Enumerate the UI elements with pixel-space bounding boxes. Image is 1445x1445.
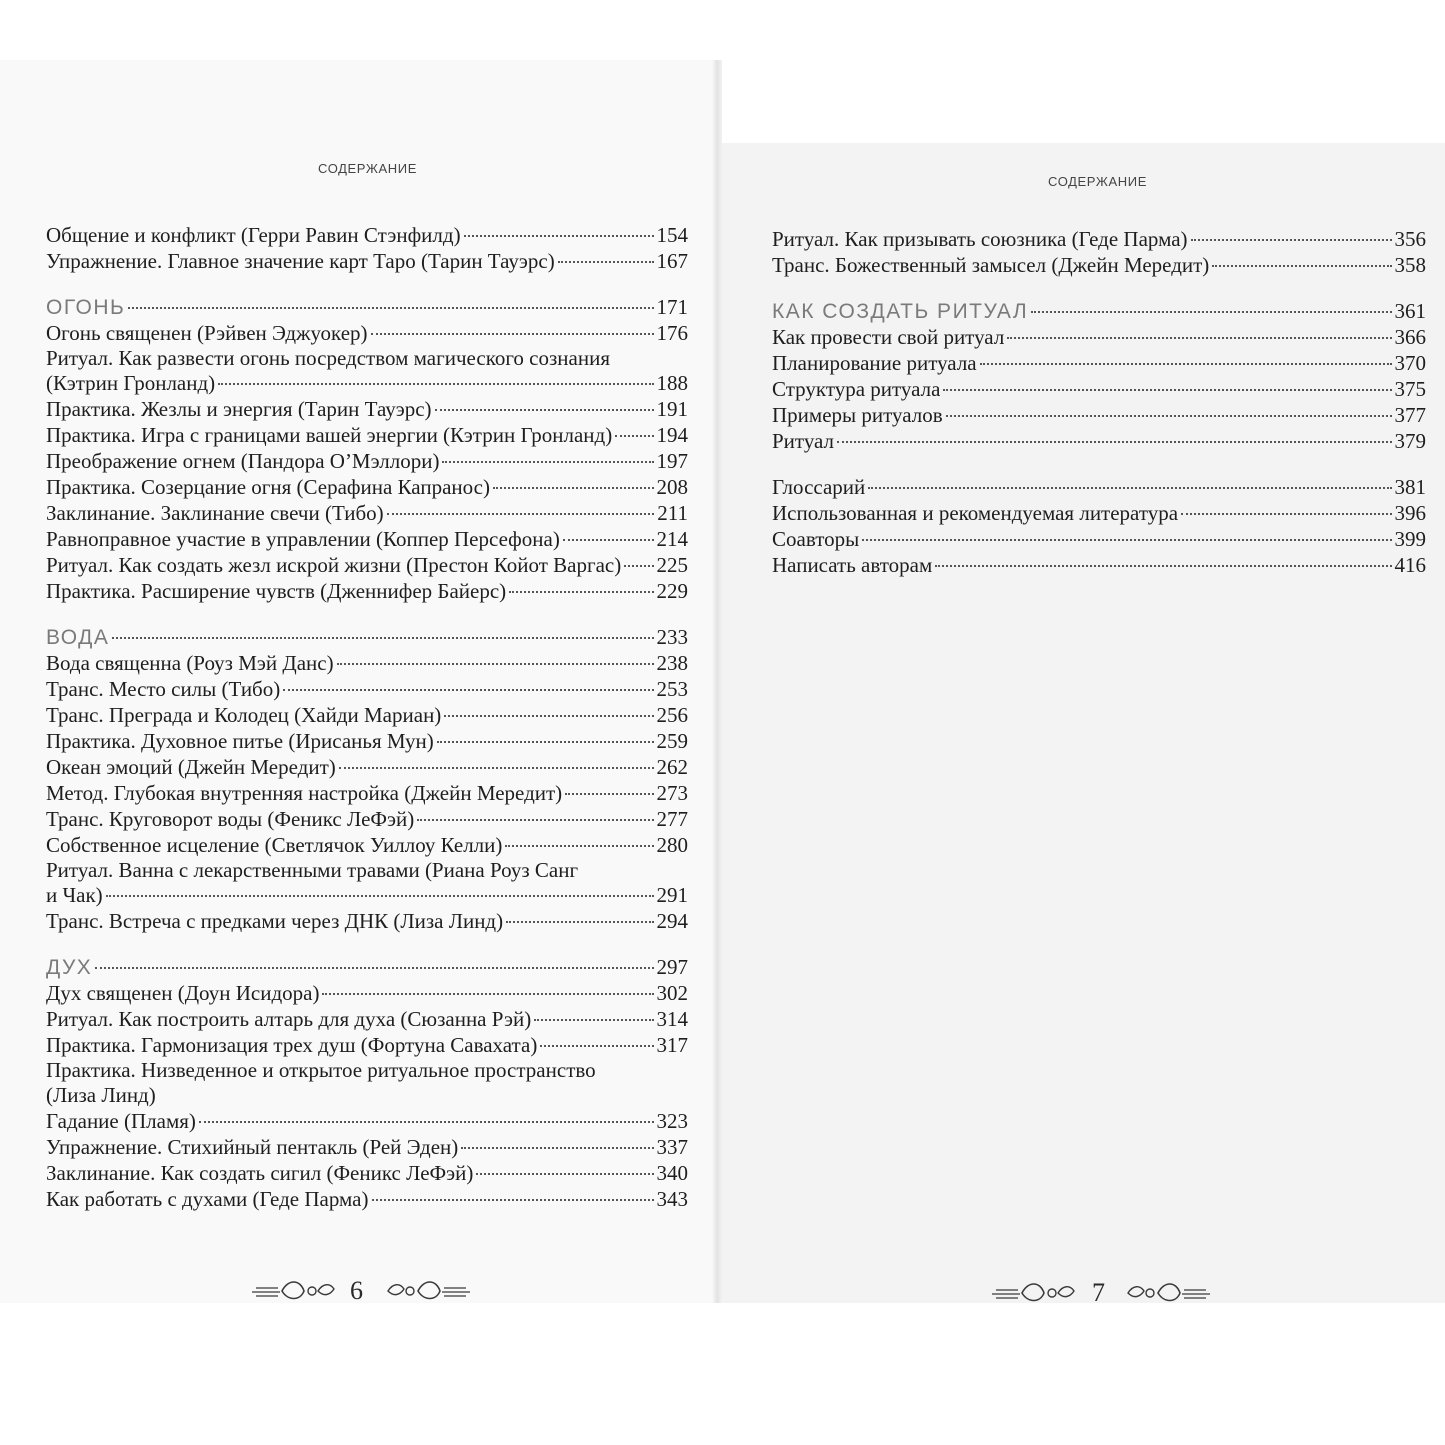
toc-section-heading xyxy=(46,294,688,320)
dot-leader xyxy=(442,461,653,463)
entry-page-number: 273 xyxy=(656,781,688,805)
dot-leader xyxy=(437,741,654,743)
dot-leader xyxy=(935,565,1391,567)
entry-page-number: 277 xyxy=(656,807,688,831)
dot-leader xyxy=(464,235,654,237)
entry-title: Как работать с духами (Геде Парма) xyxy=(46,1187,369,1211)
entry-title: Заклинание. Как создать сигил (Феникс ЛеФэй) xyxy=(46,1161,474,1185)
entry-page-number: 366 xyxy=(1394,325,1426,349)
entry-title: Транс. Божественный замысел (Джейн Мередит) xyxy=(772,253,1210,277)
dot-leader xyxy=(1031,311,1391,313)
left-toc xyxy=(46,222,688,1212)
toc-entry xyxy=(46,1108,688,1134)
entry-title: Использованная и рекомендуемая литература xyxy=(772,501,1179,525)
entry-title: Структура ритуала xyxy=(772,377,941,401)
entry-title: Практика. Духовное питье (Ирисанья Мун) xyxy=(46,729,434,753)
entry-page-number: 399 xyxy=(1394,527,1426,551)
toc-entry xyxy=(46,552,688,578)
dot-leader xyxy=(1191,239,1392,241)
entry-title: Преображение огнем (Пандора О’Мэллори) xyxy=(46,449,440,473)
entry-title: Транс. Место силы (Тибо) xyxy=(46,677,281,701)
entry-title: Как провести свой ритуал xyxy=(772,325,1005,349)
toc-entry xyxy=(46,448,688,474)
dot-leader xyxy=(106,895,654,897)
entry-page-number: 194 xyxy=(656,423,688,447)
dot-leader xyxy=(506,921,653,923)
dot-leader xyxy=(534,1019,653,1021)
entry-page-number: 229 xyxy=(656,579,688,603)
entry-title: Ритуал. Как построить алтарь для духа (Сюзанна Рэй) xyxy=(46,1007,532,1031)
entry-title: (Кэтрин Гронланд) xyxy=(46,371,216,395)
entry-page-number: 211 xyxy=(657,501,688,525)
toc-entry-first-line: Практика. Низведенное и открытое ритуальное пространство xyxy=(46,1058,596,1082)
entry-page-number: 317 xyxy=(656,1033,688,1057)
dot-leader xyxy=(112,637,653,639)
toc-entry xyxy=(46,1006,688,1032)
entry-title: Соавторы xyxy=(772,527,860,551)
dot-leader xyxy=(339,767,654,769)
toc-entry xyxy=(772,428,1426,454)
toc-entry xyxy=(46,728,688,754)
entry-page-number: 358 xyxy=(1394,253,1426,277)
toc-section-heading xyxy=(46,954,688,980)
entry-page-number: 356 xyxy=(1394,227,1426,251)
entry-page-number: 294 xyxy=(656,909,688,933)
entry-page-number: 176 xyxy=(656,321,688,345)
entry-page-number: 253 xyxy=(656,677,688,701)
dot-leader xyxy=(1007,337,1391,339)
entry-title: Собственное исцеление (Светлячок Уиллоу Келли) xyxy=(46,833,503,857)
entry-title: и Чак) xyxy=(46,883,103,907)
toc-entry xyxy=(46,1082,688,1108)
toc-entry-first-line: Ритуал. Ванна с лекарственными травами (Риана Роуз Санг xyxy=(46,858,579,882)
dot-leader xyxy=(837,441,1391,443)
entry-page-number: 167 xyxy=(656,249,688,273)
dot-leader xyxy=(565,793,653,795)
entry-title: Дух священен (Доун Исидора) xyxy=(46,981,320,1005)
toc-entry xyxy=(46,1160,688,1186)
entry-title: Транс. Круговорот воды (Феникс ЛеФэй) xyxy=(46,807,415,831)
toc-entry xyxy=(772,402,1426,428)
toc-entry xyxy=(46,370,688,396)
entry-page-number: 256 xyxy=(656,703,688,727)
section-gap xyxy=(46,604,688,624)
dot-leader xyxy=(371,333,654,335)
dot-leader xyxy=(199,1121,654,1123)
dot-leader xyxy=(128,307,653,309)
entry-page-number: 197 xyxy=(656,449,688,473)
dot-leader xyxy=(461,1147,653,1149)
toc-entry xyxy=(46,650,688,676)
entry-page-number: 416 xyxy=(1394,553,1426,577)
dot-leader xyxy=(387,513,655,515)
toc-entry xyxy=(46,980,688,1006)
toc-entry xyxy=(46,1032,688,1058)
dot-leader xyxy=(1212,265,1391,267)
dot-leader xyxy=(95,967,653,969)
left-ornament-right xyxy=(382,1276,472,1306)
dot-leader xyxy=(862,539,1391,541)
left-running-head: СОДЕРЖАНИЕ xyxy=(318,161,418,176)
entry-page-number: 262 xyxy=(656,755,688,779)
section-gap xyxy=(772,454,1426,474)
dot-leader xyxy=(1181,513,1391,515)
entry-page-number: 208 xyxy=(656,475,688,499)
entry-page-number: 375 xyxy=(1394,377,1426,401)
entry-title: Транс. Встреча с предками через ДНК (Лиза Линд) xyxy=(46,909,504,933)
dot-leader xyxy=(624,565,653,567)
entry-page-number: 343 xyxy=(656,1187,688,1211)
toc-entry xyxy=(772,350,1426,376)
entry-title: Равноправное участие в управлении (Коппер Персефона) xyxy=(46,527,560,551)
toc-entry xyxy=(46,248,688,274)
toc-entry xyxy=(46,500,688,526)
toc-entry xyxy=(46,474,688,500)
toc-entry xyxy=(46,702,688,728)
dot-leader xyxy=(337,663,654,665)
entry-page-number: 188 xyxy=(656,371,688,395)
entry-page-number: 396 xyxy=(1394,501,1426,525)
entry-title: Практика. Созерцание огня (Серафина Капранос) xyxy=(46,475,490,499)
toc-entry xyxy=(46,832,688,858)
toc-entry xyxy=(46,578,688,604)
section-title: КАК СОЗДАТЬ РИТУАЛ xyxy=(772,300,1029,323)
left-page-number: 6 xyxy=(350,1276,363,1305)
dot-leader xyxy=(509,591,653,593)
entry-title: Ритуал xyxy=(772,429,835,453)
dot-leader xyxy=(563,539,654,541)
entry-title: Заклинание. Заклинание свечи (Тибо) xyxy=(46,501,384,525)
dot-leader xyxy=(322,993,653,995)
toc-entry xyxy=(772,552,1426,578)
entry-title: Вода священна (Роуз Мэй Данс) xyxy=(46,651,334,675)
toc-entry-first-line: Ритуал. Как развести огонь посредством магического сознания xyxy=(46,346,610,370)
entry-title: Практика. Игра с границами вашей энергии (Кэтрин Гронланд) xyxy=(46,423,613,447)
entry-page-number: 302 xyxy=(656,981,688,1005)
entry-title: Огонь священен (Рэйвен Эджуокер) xyxy=(46,321,368,345)
section-title: ВОДА xyxy=(46,626,110,649)
dot-leader xyxy=(444,715,653,717)
toc-entry xyxy=(46,222,688,248)
dot-leader xyxy=(372,1199,654,1201)
entry-page-number: 323 xyxy=(656,1109,688,1133)
entry-page-number: 377 xyxy=(1394,403,1426,427)
entry-title: Планирование ритуала xyxy=(772,351,977,375)
entry-title: Написать авторам xyxy=(772,553,933,577)
toc-entry xyxy=(772,500,1426,526)
entry-title: Примеры ритуалов xyxy=(772,403,943,427)
toc-entry xyxy=(46,1186,688,1212)
entry-title: Общение и конфликт (Герри Равин Стэнфилд) xyxy=(46,223,461,247)
entry-title: Практика. Жезлы и энергия (Тарин Тауэрс) xyxy=(46,397,432,421)
section-gap xyxy=(772,278,1426,298)
toc-entry xyxy=(772,376,1426,402)
toc-entry xyxy=(772,324,1426,350)
entry-title: Ритуал. Как призывать союзника (Геде Парма) xyxy=(772,227,1188,251)
right-ornament-left xyxy=(990,1278,1080,1308)
toc-entry xyxy=(46,780,688,806)
entry-title: Практика. Гармонизация трех душ (Фортуна Савахата) xyxy=(46,1033,538,1057)
toc-entry xyxy=(772,226,1426,252)
toc-entry xyxy=(772,474,1426,500)
entry-page-number: 233 xyxy=(656,625,688,649)
dot-leader xyxy=(980,363,1392,365)
entry-title: Ритуал. Как создать жезл искрой жизни (Престон Койот Варгас) xyxy=(46,553,622,577)
entry-page-number: 171 xyxy=(656,295,688,319)
entry-page-number: 154 xyxy=(656,223,688,247)
toc-entry xyxy=(46,754,688,780)
entry-title: Транс. Преграда и Колодец (Хайди Мариан) xyxy=(46,703,442,727)
toc-entry xyxy=(772,252,1426,278)
right-toc xyxy=(772,226,1426,578)
right-ornament-right xyxy=(1122,1278,1212,1308)
entry-page-number: 381 xyxy=(1394,475,1426,499)
dot-leader xyxy=(946,415,1392,417)
dot-leader xyxy=(417,819,653,821)
dot-leader xyxy=(558,261,654,263)
entry-page-number: 214 xyxy=(656,527,688,551)
dot-leader xyxy=(435,409,654,411)
toc-entry xyxy=(46,806,688,832)
entry-page-number: 337 xyxy=(656,1135,688,1159)
entry-title: Гадание (Пламя) xyxy=(46,1109,196,1133)
section-title: ДУХ xyxy=(46,956,93,979)
section-gap xyxy=(46,274,688,294)
dot-leader xyxy=(868,487,1391,489)
dot-leader xyxy=(505,845,653,847)
entry-page-number: 259 xyxy=(656,729,688,753)
entry-page-number: 291 xyxy=(656,883,688,907)
entry-page-number: 191 xyxy=(656,397,688,421)
entry-page-number: 280 xyxy=(656,833,688,857)
toc-entry xyxy=(46,1134,688,1160)
toc-entry xyxy=(46,882,688,908)
toc-entry xyxy=(46,526,688,552)
entry-page-number: 297 xyxy=(656,955,688,979)
dot-leader xyxy=(615,435,653,437)
entry-page-number: 379 xyxy=(1394,429,1426,453)
dot-leader xyxy=(476,1173,653,1175)
entry-title: (Лиза Линд) xyxy=(46,1083,156,1107)
entry-page-number: 238 xyxy=(656,651,688,675)
entry-page-number: 225 xyxy=(656,553,688,577)
entry-title: Практика. Расширение чувств (Дженнифер Байерс) xyxy=(46,579,507,603)
left-ornament-left xyxy=(250,1276,340,1306)
toc-entry xyxy=(772,526,1426,552)
entry-title: Упражнение. Главное значение карт Таро (Тарин Тауэрс) xyxy=(46,249,555,273)
book-spine xyxy=(712,60,722,1303)
entry-page-number: 340 xyxy=(656,1161,688,1185)
entry-page-number: 370 xyxy=(1394,351,1426,375)
entry-title: Упражнение. Стихийный пентакль (Рей Эден) xyxy=(46,1135,459,1159)
entry-title: Глоссарий xyxy=(772,475,866,499)
toc-entry xyxy=(46,320,688,346)
entry-page-number: 361 xyxy=(1394,299,1426,323)
dot-leader xyxy=(943,389,1391,391)
entry-title: Метод. Глубокая внутренняя настройка (Джейн Мередит) xyxy=(46,781,563,805)
section-gap xyxy=(46,934,688,954)
toc-entry xyxy=(46,676,688,702)
dot-leader xyxy=(218,383,653,385)
section-title: ОГОНЬ xyxy=(46,296,126,319)
entry-title: Океан эмоций (Джейн Мередит) xyxy=(46,755,336,779)
dot-leader xyxy=(283,689,653,691)
toc-entry xyxy=(46,908,688,934)
toc-section-heading xyxy=(772,298,1426,324)
entry-page-number: 314 xyxy=(656,1007,688,1031)
dot-leader xyxy=(540,1045,653,1047)
toc-entry xyxy=(46,422,688,448)
dot-leader xyxy=(493,487,654,489)
right-page-number: 7 xyxy=(1092,1278,1105,1307)
toc-section-heading xyxy=(46,624,688,650)
right-running-head: СОДЕРЖАНИЕ xyxy=(1048,174,1148,189)
toc-entry xyxy=(46,396,688,422)
